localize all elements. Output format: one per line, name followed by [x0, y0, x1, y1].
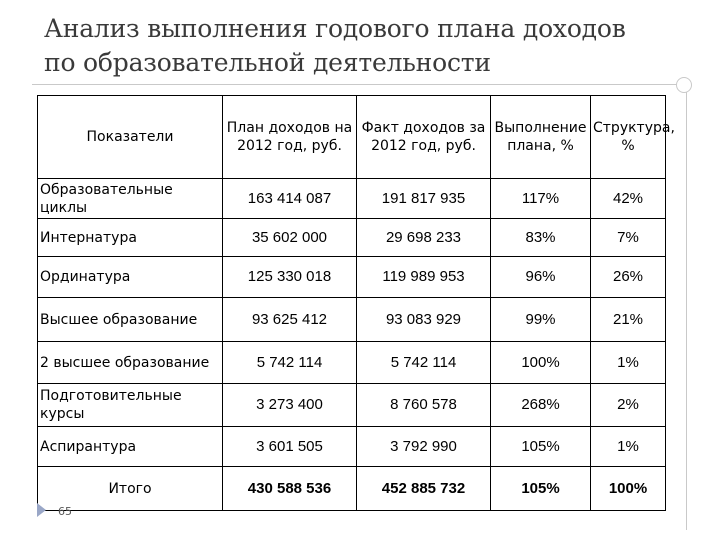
page-number: 65: [58, 505, 72, 518]
slide-title: [44, 12, 684, 80]
completion-value: 105%: [491, 427, 591, 467]
table-row: [38, 257, 666, 298]
header-plan: План доходов на 2012 год, руб.: [223, 96, 357, 179]
decorative-rule-horizontal: [32, 84, 687, 85]
income-plan-table: [37, 95, 675, 511]
plan-value: 5 742 114: [223, 342, 357, 384]
fact-value: 5 742 114: [357, 342, 491, 384]
row-label: Интернатура: [38, 219, 223, 257]
bullet-marker-icon: [37, 503, 46, 517]
completion-value: 83%: [491, 219, 591, 257]
plan-value: 93 625 412: [223, 298, 357, 342]
slide-title-line-2: по образовательной деятельности: [44, 48, 491, 77]
completion-value: 100%: [491, 342, 591, 384]
plan-value: 163 414 087: [223, 179, 357, 219]
completion-value: 96%: [491, 257, 591, 298]
plan-value: 3 273 400: [223, 384, 357, 427]
slide-title-line-1: Анализ выполнения годового плана доходов: [44, 14, 626, 43]
total-structure-value: 100%: [591, 467, 666, 511]
completion-value: 268%: [491, 384, 591, 427]
row-label: 2 высшее образование: [38, 342, 223, 384]
table-row: [38, 427, 666, 467]
structure-value: 1%: [591, 342, 666, 384]
plan-value: 35 602 000: [223, 219, 357, 257]
structure-value: 42%: [591, 179, 666, 219]
completion-value: 117%: [491, 179, 591, 219]
completion-value: 99%: [491, 298, 591, 342]
table-row: [38, 219, 666, 257]
table-total-row: [38, 467, 666, 511]
structure-value: 1%: [591, 427, 666, 467]
fact-value: 93 083 929: [357, 298, 491, 342]
table-row: [38, 298, 666, 342]
total-fact-value: 452 885 732: [357, 467, 491, 511]
row-label: Образовательные циклы: [38, 179, 223, 219]
corner-circle-decoration: [676, 77, 692, 93]
plan-value: 125 330 018: [223, 257, 357, 298]
structure-value: 26%: [591, 257, 666, 298]
total-label: Итого: [38, 467, 223, 511]
structure-value: 7%: [591, 219, 666, 257]
structure-value: 21%: [591, 298, 666, 342]
total-completion-value: 105%: [491, 467, 591, 511]
plan-value: 3 601 505: [223, 427, 357, 467]
table-row: [38, 342, 666, 384]
header-completion: Выполнение плана, %: [491, 96, 591, 179]
row-label: Аспирантура: [38, 427, 223, 467]
row-label: Подготовительные курсы: [38, 384, 223, 427]
table-row: [38, 179, 666, 219]
fact-value: 8 760 578: [357, 384, 491, 427]
fact-value: 3 792 990: [357, 427, 491, 467]
header-structure: Структура, %: [591, 96, 666, 179]
row-label: Высшее образование: [38, 298, 223, 342]
table-header-row: [38, 96, 666, 179]
header-indicators: Показатели: [38, 96, 223, 179]
fact-value: 119 989 953: [357, 257, 491, 298]
table-row: [38, 384, 666, 427]
fact-value: 29 698 233: [357, 219, 491, 257]
header-fact: Факт доходов за 2012 год, руб.: [357, 96, 491, 179]
fact-value: 191 817 935: [357, 179, 491, 219]
row-label: Ординатура: [38, 257, 223, 298]
structure-value: 2%: [591, 384, 666, 427]
decorative-rule-vertical: [686, 84, 687, 530]
total-plan-value: 430 588 536: [223, 467, 357, 511]
